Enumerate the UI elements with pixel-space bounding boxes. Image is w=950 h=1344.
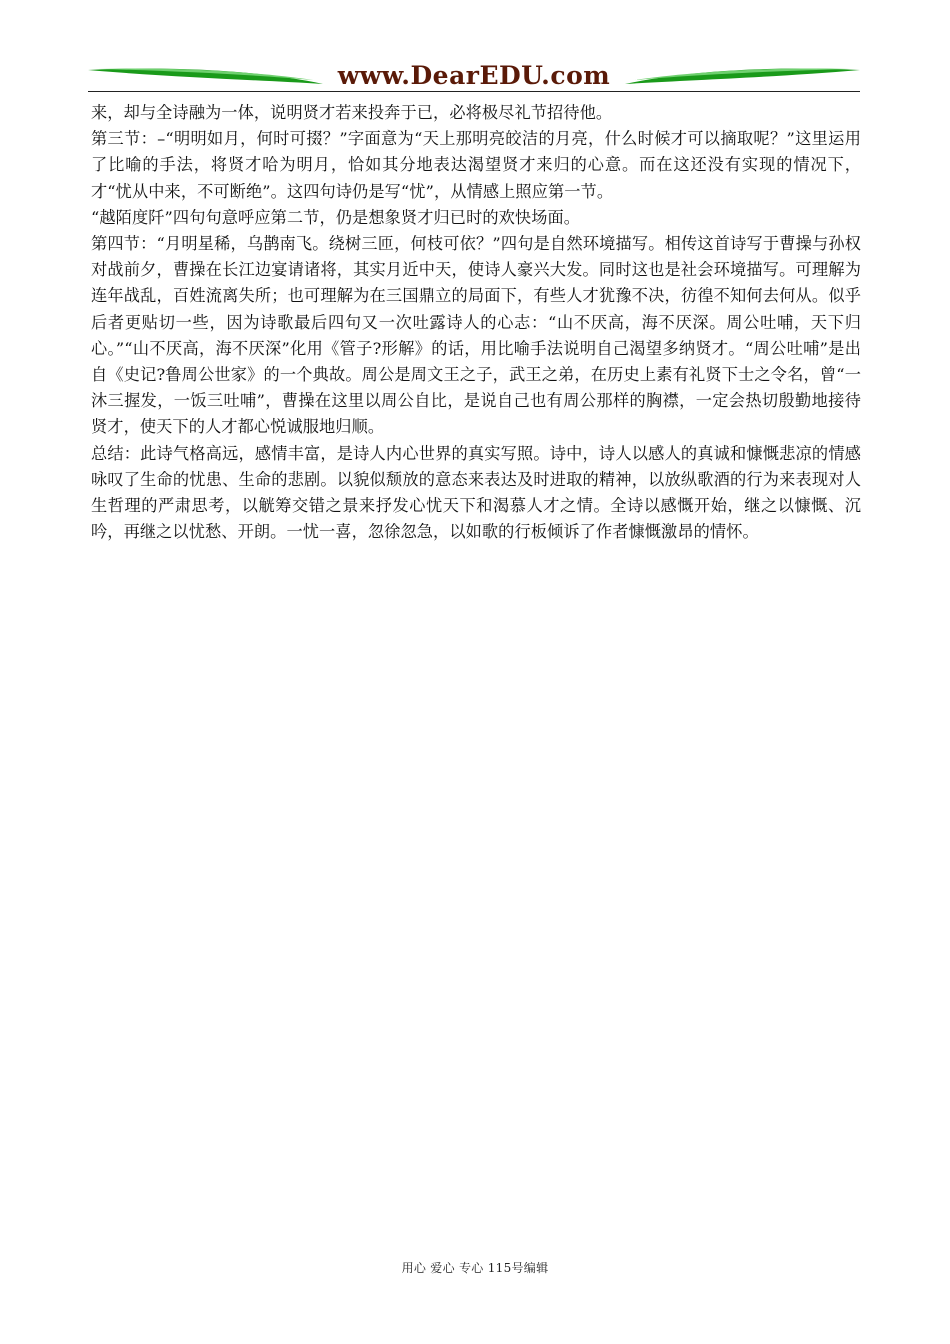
paragraph-section-three: 第三节：–“明明如月，何时可掇？”字面意为“天上那明亮皎洁的月亮，什么时候才可以摘取呢？”这里运用了比喻的手法，将贤才哈为明月，恰如其分地表达渴望贤才来归的心意。而在这还没有实现的情况下，才“忧从中来，不可断绝”。这四句诗仍是写“忧”，从情感上照应第一节。 [91,129,861,201]
paragraph-summary: 总结：此诗气格高远，感情丰富，是诗人内心世界的真实写照。诗中，诗人以感人的真诚和慷慨悲凉的情感咏叹了生命的忧患、生命的悲剧。以貌似颓放的意态来表达及时进取的精神，以放纵歌酒的行为来表现对人生哲理的严肃思考，以觥筹交错之景来抒发心忧天下和渴慕人才之情。全诗以感慨开始，继之以慷慨、沉吟，再继之以忧愁、开朗。一忧一喜，忽徐忽急，以如歌的行板倾诉了作者慷慨激昂的情怀。 [91,443,861,542]
page-header [88,60,860,94]
page-footer: 用心 爱心 专心 115号编辑 [401,1261,549,1275]
paragraph-section-four: 第四节：“月明星稀，乌鹊南飞。绕树三匝，何枝可依？”四句是自然环境描写。相传这首诗写于曹操与孙权对战前夕，曹操在长江边宴请诸将，其实月近中天，使诗人豪兴大发。同时这也是社会环境描写。可理解为连年战乱，百姓流离失所；也可理解为在三国鼎立的局面下，有些人才犹豫不决，彷徨不知何去何从。似乎后者更贴切一些，因为诗歌最后四句又一次吐露诗人的心志：“山不厌高，海不厌深。周公吐哺，天下归心。”“山不厌高，海不厌深”化用《管子?形解》的话，用比喻手法说明自己渴望多纳贤才。“周公吐哺”是出自《史记?鲁周公世家》的一个典故。周公是周文王之子，武王之弟，在历史上素有礼贤下士之令名，曾“一沐三握发，一饭三吐哺”，曹操在这里以周公自比，是说自己也有周公那样的胸襟，一定会热切殷勤地接待贤才，使天下的人才都心悦诚服地归顺。 [91,234,861,437]
paragraph-continuation: 来，却与全诗融为一体，说明贤才若来投奔于已，必将极尽礼节招待他。 [91,103,613,122]
document-body [91,100,861,545]
paragraph-yuemo-dugian: “越陌度阡”四句句意呼应第二节，仍是想象贤才归已时的欢快场面。 [91,207,581,227]
header-divider [88,91,860,92]
site-name: www.DearEDU.com [337,61,611,90]
